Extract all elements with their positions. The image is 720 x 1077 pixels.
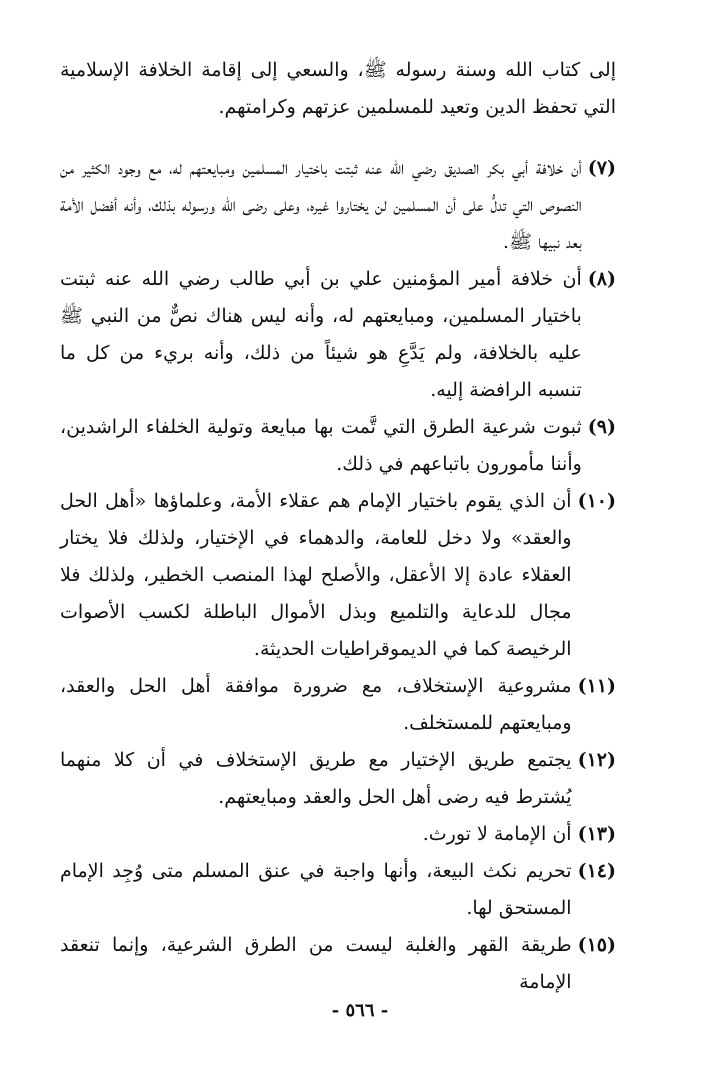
item-number: (١٥) — [577, 934, 616, 956]
item-number: (١٤) — [577, 860, 616, 882]
item-number: (١١) — [577, 675, 616, 697]
list-item-12 — [60, 742, 616, 816]
item-number: (٧) — [587, 157, 616, 179]
item-number: (٨) — [587, 268, 616, 290]
item-text: أن الذي يقوم باختيار الإمام هم عقلاء الأمة، وعلماؤها «أهل الحل والعقد» ولا دخل للعامة، والدهماء في الإختيار، ولذلك فلا يختار العقلاء عادة إلا الأعقل، والأصلح لهذا المنصب الخطير، ولذلك فلا مجال للدعاية والتلميع وبذل الأموال الباطلة لكسب الأصوات الرخيصة كما في الديموقراطيات الحديثة. — [60, 490, 572, 660]
item-text: طريقة القهر والغلبة ليست من الطرق الشرعية، وإنما تنعقد الإمامة — [60, 934, 572, 993]
page-body — [60, 52, 616, 1001]
list-item-7 — [60, 150, 616, 261]
item-text: تحريم نكث البيعة، وأنها واجبة في عنق المسلم متى وُجِد الإمام المستحق لها. — [60, 860, 572, 919]
page-number: - ٥٦٦ - — [331, 1000, 389, 1021]
item-number: (١٠) — [577, 490, 616, 512]
list-item-14 — [60, 853, 616, 927]
item-text: مشروعية الإستخلاف، مع ضرورة موافقة أهل الحل والعقد، ومبايعتهم للمستخلف. — [60, 675, 572, 734]
item-text: أن خلافة أمير المؤمنين علي بن أبي طالب رضي الله عنه ثبتت باختيار المسلمين، ومبايعتهم له، وأنه ليس هناك نصٌّ من النبي ﷺ عليه بالخلافة، ولم يَدَّعِ هو شيئاً من ذلك، وأنه بريء من كل ما تنسبه الرافضة إليه. — [60, 268, 582, 401]
list-item-11 — [60, 668, 616, 742]
item-text: أن خلافة أبي بكر الصديق رضي الله عنه ثبتت باختيار المسلمين ومبايعتهم له، مع وجود الكثير من النصوص التي تدلُّ على أن المسلمين لن يختاروا غيره، وعلى رضى الله ورسوله بذلك، وأنه أفضل الأمة بعد نبيها ﷺ. — [60, 157, 582, 253]
list-item-13 — [60, 816, 616, 853]
item-text: أن الإمامة لا تورث. — [422, 823, 572, 845]
list-item-8 — [60, 261, 616, 409]
list-item-9 — [60, 409, 616, 483]
item-text: يجتمع طريق الإختيار مع طريق الإستخلاف في أن كلا منهما يُشترط فيه رضى أهل الحل والعقد ومبايعتهم. — [60, 749, 572, 808]
intro-paragraph: إلى كتاب الله وسنة رسوله ﷺ، والسعي إلى إقامة الخلافة الإسلامية التي تحفظ الدين وتعيد للمسلمين عزتهم وكرامتهم. — [60, 59, 616, 118]
item-text: ثبوت شرعية الطرق التي تَّمت بها مبايعة وتولية الخلفاء الراشدين، وأننا مأمورون باتباعهم في ذلك. — [60, 416, 582, 475]
list-item-15 — [60, 927, 616, 1001]
item-number: (١٣) — [577, 823, 616, 845]
item-number: (٩) — [587, 416, 616, 438]
list-item-10 — [60, 483, 616, 668]
item-number: (١٢) — [577, 749, 616, 771]
